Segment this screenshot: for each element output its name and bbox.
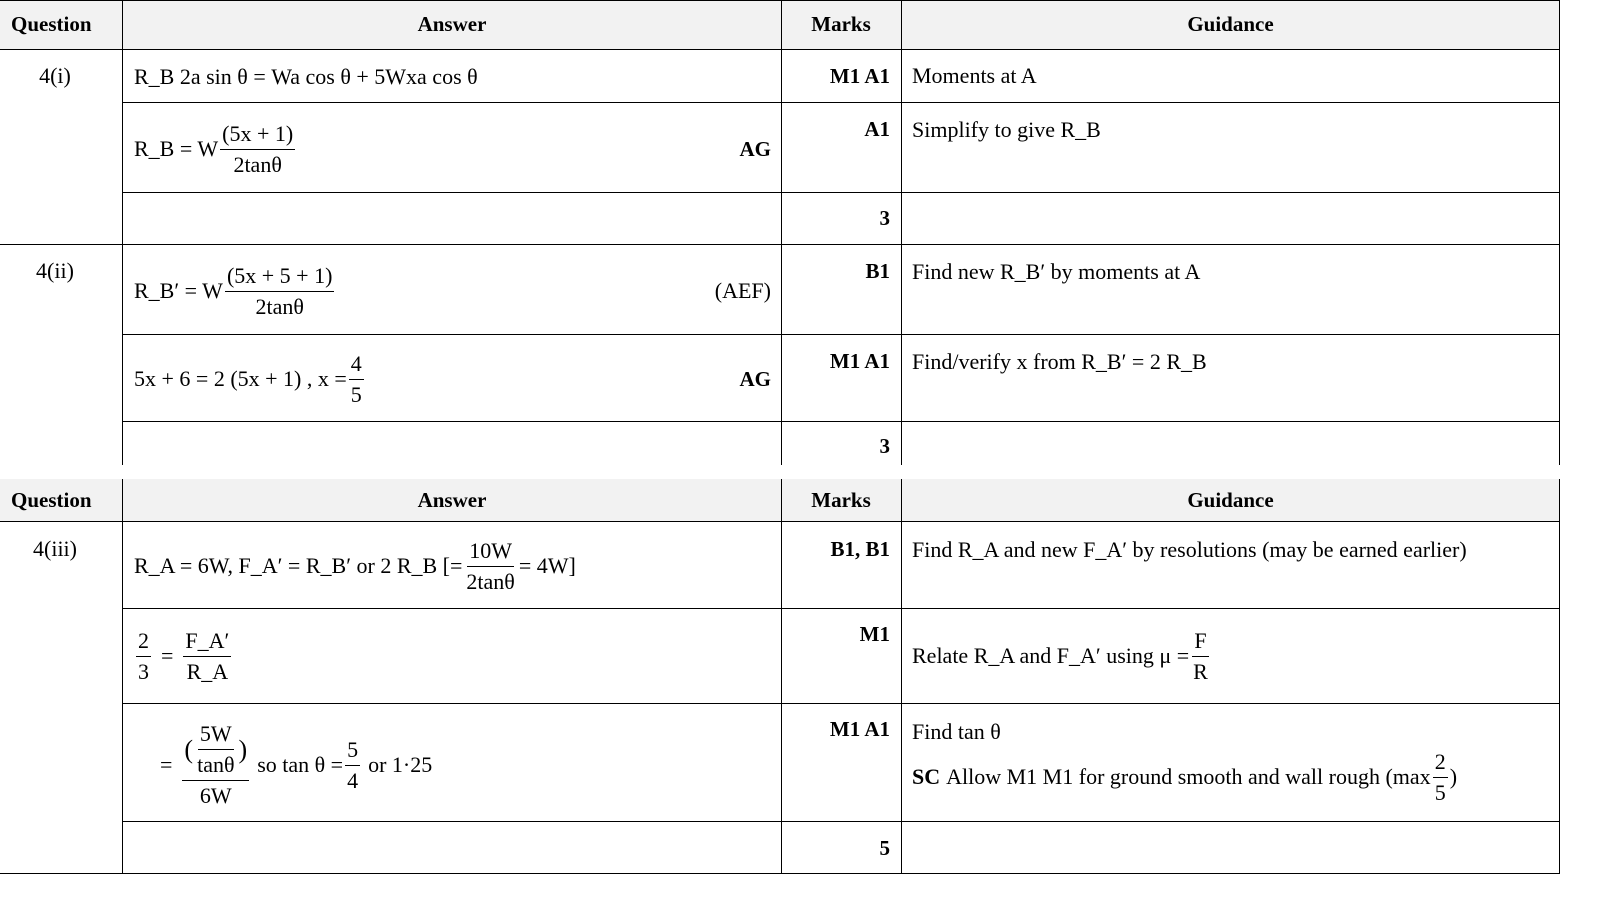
answer-cell bbox=[134, 533, 576, 599]
answer-tag: (AEF) bbox=[714, 278, 771, 303]
divider bbox=[122, 0, 123, 465]
fraction bbox=[1433, 748, 1448, 807]
answer-rhs: or 1·25 bbox=[368, 752, 433, 777]
answer-rhs: = 4W] bbox=[518, 553, 576, 578]
table-header-2 bbox=[0, 479, 1560, 521]
answer-cell bbox=[134, 60, 478, 94]
fraction bbox=[349, 350, 364, 409]
divider bbox=[122, 102, 1560, 103]
fraction-denominator: 2tanθ bbox=[255, 293, 304, 319]
guidance-text: Allow M1 M1 for ground smooth and wall rough (max bbox=[946, 764, 1431, 789]
question-label: 4(iii) bbox=[33, 536, 77, 561]
divider bbox=[0, 0, 1560, 1]
guidance-cell bbox=[912, 621, 1212, 691]
fraction bbox=[225, 262, 334, 321]
header-answer: Answer bbox=[417, 487, 487, 512]
fraction-denominator: 2tanθ bbox=[233, 151, 282, 177]
fraction bbox=[136, 627, 151, 686]
answer-given-tag: AG bbox=[739, 366, 771, 391]
fraction-numerator: (5x + 5 + 1) bbox=[225, 262, 334, 292]
divider bbox=[122, 192, 1560, 193]
fraction bbox=[1191, 627, 1210, 686]
fraction-denominator: 5 bbox=[1434, 779, 1446, 805]
bracket: ) bbox=[238, 734, 248, 764]
divider bbox=[1559, 479, 1560, 874]
total-marks: 3 bbox=[879, 206, 890, 230]
fraction-numerator: (5x + 1) bbox=[220, 120, 295, 150]
fraction-denominator: R bbox=[1193, 658, 1208, 684]
header-marks: Marks bbox=[811, 12, 871, 36]
mark-scheme-table-2 bbox=[0, 479, 1560, 875]
answer-lhs: R_A = 6W, F_A′ = R_B′ or 2 R_B [= bbox=[134, 553, 463, 578]
divider bbox=[122, 479, 123, 874]
guidance-cell: Moments at A bbox=[912, 63, 1037, 88]
fraction-denominator: 3 bbox=[138, 658, 149, 684]
marks-cell: M1 bbox=[859, 622, 890, 646]
fraction-numerator: 5W bbox=[198, 720, 234, 750]
guidance-text: Relate R_A and F_A′ using μ = bbox=[912, 643, 1190, 668]
special-case-label: SC bbox=[912, 764, 941, 789]
answer-given-tag: AG bbox=[739, 136, 771, 161]
fraction-denominator: 4 bbox=[347, 767, 359, 793]
guidance-line-2 bbox=[912, 747, 1457, 807]
fraction-denominator: tanθ bbox=[197, 752, 235, 777]
fraction bbox=[220, 120, 295, 179]
answer-cell bbox=[134, 621, 233, 691]
question-label: 4(i) bbox=[39, 63, 71, 88]
answer-mid: so tan θ = bbox=[257, 752, 344, 777]
guidance-line-1: Find tan θ bbox=[912, 719, 1001, 744]
inner-fraction bbox=[195, 720, 236, 779]
divider bbox=[0, 49, 1560, 50]
divider bbox=[122, 334, 1560, 335]
divider bbox=[1559, 0, 1560, 465]
header-marks: Marks bbox=[811, 487, 871, 512]
answer-cell bbox=[134, 114, 771, 184]
header-guidance: Guidance bbox=[1187, 12, 1274, 36]
marks-cell: M1 A1 bbox=[829, 717, 890, 741]
divider bbox=[122, 608, 1560, 609]
fraction bbox=[183, 627, 231, 686]
divider bbox=[122, 421, 1560, 422]
marks-cell: M1 A1 bbox=[829, 64, 890, 88]
fraction-denominator: 6W bbox=[199, 783, 232, 808]
guidance-cell: Find/verify x from R_B′ = 2 R_B bbox=[912, 349, 1207, 374]
divider bbox=[901, 479, 902, 874]
fraction-denominator: 2tanθ bbox=[466, 568, 515, 594]
marks-cell: B1 bbox=[865, 259, 890, 283]
fraction bbox=[464, 537, 516, 596]
answer-text: R_B 2a sin θ = Wa cos θ + 5Wxa cos θ bbox=[134, 64, 478, 89]
divider bbox=[781, 0, 782, 465]
guidance-cell: Find R_A and new F_A′ by resolutions (may be earned earlier) bbox=[912, 537, 1467, 562]
answer-cell bbox=[134, 257, 771, 325]
answer-cell bbox=[160, 715, 432, 815]
marks-cell: B1, B1 bbox=[830, 537, 890, 561]
closing-bracket: ) bbox=[1449, 764, 1458, 789]
fraction-denominator: 5 bbox=[350, 381, 362, 407]
fraction-numerator: 2 bbox=[1433, 748, 1448, 778]
answer-cell bbox=[134, 346, 771, 412]
fraction-numerator: 4 bbox=[349, 350, 364, 380]
equals-sign: = bbox=[160, 752, 173, 777]
answer-lhs: 5x + 6 = 2 (5x + 1) , x = bbox=[134, 366, 347, 391]
fraction-numerator: 5 bbox=[345, 736, 360, 766]
divider bbox=[0, 244, 1560, 245]
equals-sign: = bbox=[161, 643, 174, 668]
header-answer: Answer bbox=[417, 12, 487, 36]
header-guidance: Guidance bbox=[1187, 487, 1274, 512]
fraction-denominator: R_A bbox=[186, 658, 229, 684]
answer-lhs: R_B′ = W bbox=[134, 278, 223, 303]
bracket: ( bbox=[184, 734, 194, 764]
header-question: Question bbox=[11, 12, 92, 36]
total-marks: 3 bbox=[879, 434, 890, 458]
header-question: Question bbox=[11, 487, 92, 512]
divider bbox=[0, 873, 1560, 874]
guidance-cell: Simplify to give R_B bbox=[912, 117, 1101, 142]
compound-fraction bbox=[182, 720, 249, 810]
fraction-numerator: F bbox=[1192, 627, 1208, 657]
marks-cell: M1 A1 bbox=[829, 349, 890, 373]
fraction-numerator bbox=[182, 720, 249, 781]
fraction-numerator: F_A′ bbox=[183, 627, 231, 657]
fraction-numerator: 10W bbox=[467, 537, 514, 567]
fraction-numerator: 2 bbox=[136, 627, 151, 657]
divider bbox=[0, 521, 1560, 522]
divider bbox=[901, 0, 902, 465]
marks-cell: A1 bbox=[864, 117, 890, 141]
divider bbox=[781, 479, 782, 874]
table-header-1 bbox=[0, 0, 1560, 49]
answer-lhs: R_B = W bbox=[134, 136, 219, 161]
guidance-cell: Find new R_B′ by moments at A bbox=[912, 259, 1201, 284]
divider bbox=[122, 703, 1560, 704]
question-label: 4(ii) bbox=[36, 258, 74, 283]
divider bbox=[122, 821, 1560, 822]
total-marks: 5 bbox=[879, 836, 890, 860]
fraction bbox=[345, 736, 360, 795]
